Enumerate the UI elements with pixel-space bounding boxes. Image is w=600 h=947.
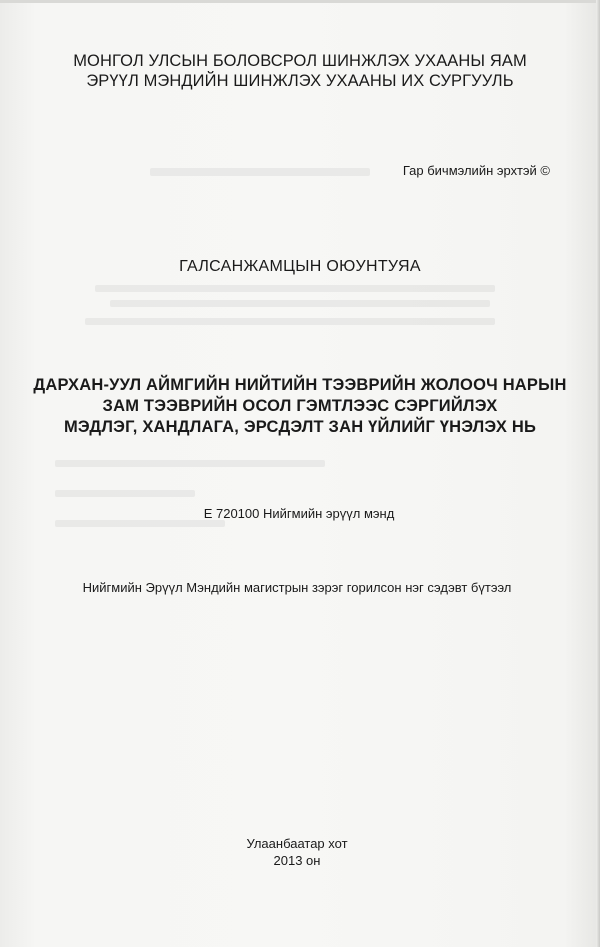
bleed-through-mark bbox=[95, 285, 495, 292]
bleed-through-mark bbox=[55, 490, 195, 497]
author-name: ГАЛСАНЖАМЦЫН ОЮУНТУЯА bbox=[179, 258, 421, 275]
bleed-through-mark bbox=[150, 168, 370, 176]
specialty-code: Е 720100 Нийгмийн эрүүл мэнд bbox=[203, 506, 395, 521]
copyright-notice: Гар бичмэлийн эрхтэй © bbox=[402, 163, 550, 178]
bleed-through-mark bbox=[55, 460, 325, 467]
university-name: ЭРҮҮЛ МЭНДИЙН ШИНЖЛЭХ УХААНЫ ИХ СУРГУУЛЬ bbox=[86, 72, 514, 90]
bleed-through-mark bbox=[110, 300, 490, 307]
ministry-name: МОНГОЛ УЛСЫН БОЛОВСРОЛ ШИНЖЛЭХ УХААНЫ ЯАМ bbox=[73, 52, 527, 70]
page-edge-top bbox=[0, 0, 600, 3]
publication-year: 2013 он bbox=[273, 853, 321, 868]
bleed-through-mark bbox=[55, 520, 225, 527]
degree-statement: Нийгмийн Эрүүл Мэндийн магистрын зэрэг горилсон нэг сэдэвт бүтээл bbox=[82, 580, 512, 595]
thesis-title-line-3: МЭДЛЭГ, ХАНДЛАГА, ЭРСДЭЛТ ЗАН ҮЙЛИЙГ ҮНЭЛЭХ НЬ bbox=[63, 418, 537, 436]
bleed-through-mark bbox=[85, 318, 495, 325]
thesis-title-line-1: ДАРХАН-УУЛ АЙМГИЙН НИЙТИЙН ТЭЭВРИЙН ЖОЛООЧ НАРЫН bbox=[33, 376, 567, 394]
city-name: Улаанбаатар хот bbox=[246, 836, 348, 851]
page-edge-right bbox=[596, 0, 600, 947]
thesis-title-line-2: ЗАМ ТЭЭВРИЙН ОСОЛ ГЭМТЛЭЭС СЭРГИЙЛЭХ bbox=[102, 397, 498, 415]
